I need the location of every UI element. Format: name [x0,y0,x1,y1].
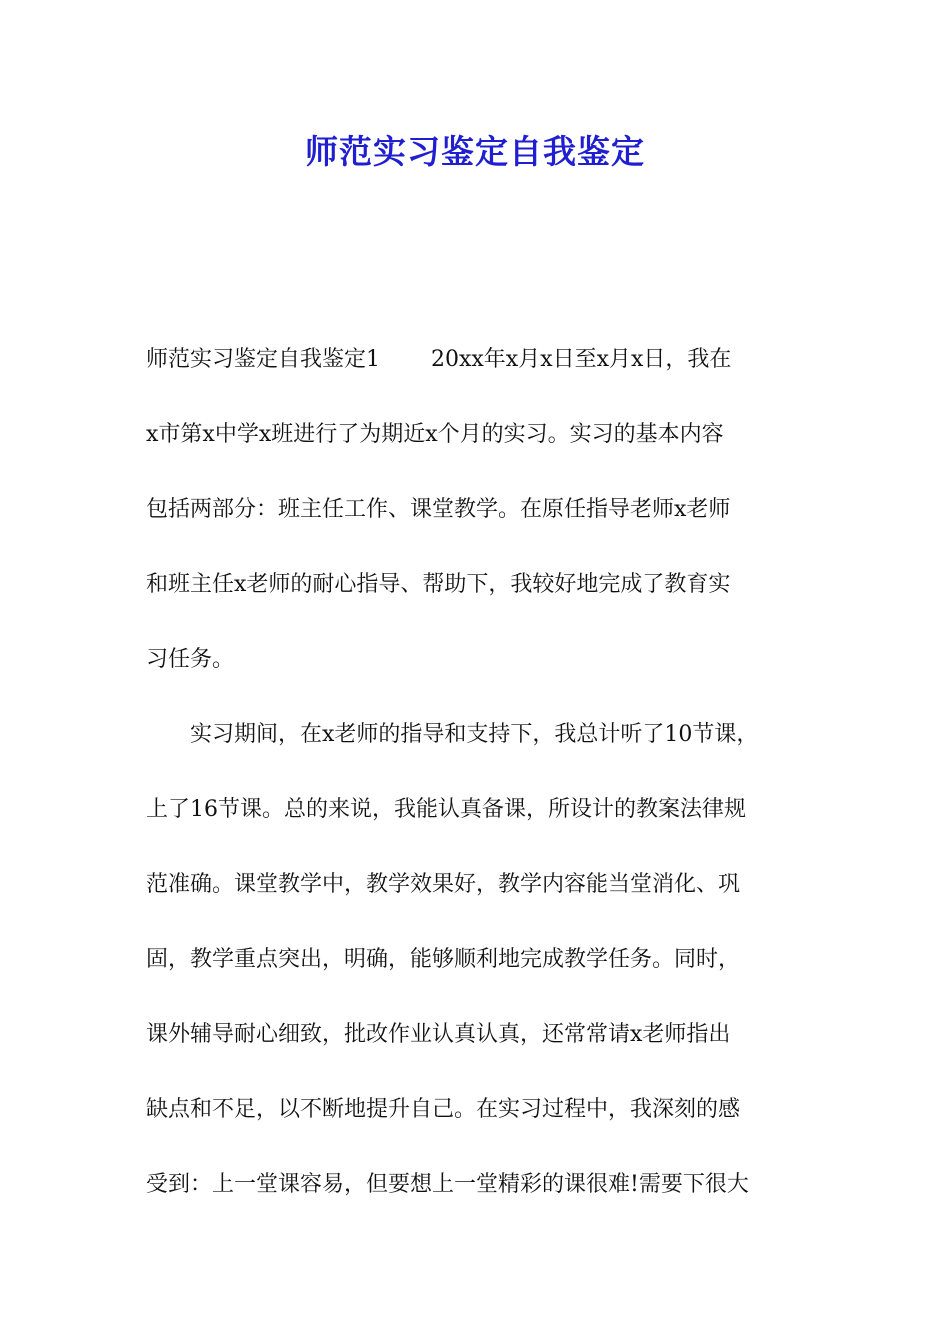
line-text: 和班主任x老师的耐心指导、帮助下，我较好地完成了教育实 [146,572,731,597]
line-text: 师范实习鉴定自我鉴定1 20xx年x月x日至x月x日，我在 [146,347,732,372]
body-line-11 [146,1088,810,1163]
body-line-12 [146,1163,810,1238]
body-line-6 [146,713,810,788]
body-line-2 [146,413,810,488]
body-line-10 [146,1013,810,1088]
line-text: x市第x中学x班进行了为期近x个月的实习。实习的基本内容 [146,422,724,447]
body-line-8 [146,863,810,938]
document-body [146,338,810,1238]
body-line-3 [146,488,810,563]
line-text: 包括两部分：班主任工作、课堂教学。在原任指导老师x老师 [146,497,731,522]
line-text: 上了16节课。总的来说，我能认真备课，所设计的教案法律规 [146,797,746,822]
body-line-1 [146,338,810,413]
body-line-5 [146,638,810,713]
line-text: 课外辅导耐心细致，批改作业认真认真，还常常请x老师指出 [146,1022,731,1047]
line-text: 习任务。 [146,647,235,672]
body-line-9 [146,938,810,1013]
line-text: 受到：上一堂课容易，但要想上一堂精彩的课很难!需要下很大 [146,1172,749,1197]
line-text: 实习期间，在x老师的指导和支持下，我总计听了10节课， [190,722,759,747]
body-line-4 [146,563,810,638]
line-text: 固，教学重点突出，明确，能够顺利地完成教学任务。同时， [146,947,741,972]
line-text: 缺点和不足，以不断地提升自己。在实习过程中，我深刻的感 [146,1097,741,1122]
document-title: 师范实习鉴定自我鉴定 [305,132,645,171]
line-text: 范准确。课堂教学中，教学效果好，教学内容能当堂消化、巩 [146,872,741,897]
body-line-7 [146,788,810,863]
